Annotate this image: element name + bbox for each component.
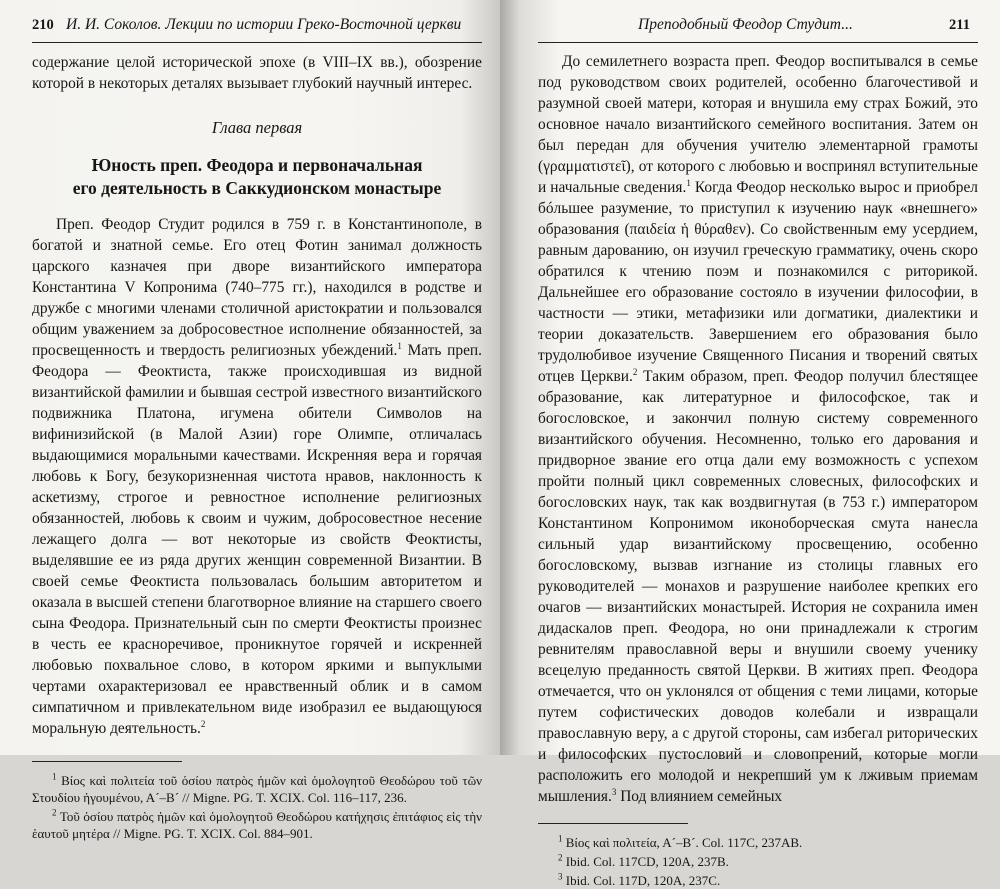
chapter-title-line-2: его деятельность в Саккудионском монастыре bbox=[72, 178, 442, 198]
footnote-mark: 2 bbox=[52, 807, 57, 818]
right-page-number: 211 bbox=[949, 17, 970, 33]
paragraph bbox=[32, 214, 482, 739]
footnote-ref[interactable]: 2 bbox=[200, 718, 206, 729]
footnote bbox=[538, 853, 978, 870]
footnote-mark: 1 bbox=[558, 833, 563, 844]
left-page bbox=[0, 0, 500, 841]
paragraph-text: Под влиянием семейных bbox=[616, 788, 783, 805]
chapter-title bbox=[32, 154, 482, 200]
chapter-title-line-1: Юность преп. Феодора и первоначальная bbox=[91, 155, 423, 175]
left-footnote-area bbox=[32, 761, 482, 842]
left-page-number: 210 bbox=[32, 17, 54, 33]
footnote-rule bbox=[32, 761, 182, 762]
footnote bbox=[538, 872, 978, 889]
footnote-ref[interactable]: 2 bbox=[632, 366, 638, 377]
footnote-ref[interactable]: 1 bbox=[397, 340, 402, 351]
left-top-paragraph bbox=[32, 52, 482, 94]
right-running-head-title: Преподобный Феодор Студит... bbox=[638, 16, 853, 33]
left-footnotes bbox=[32, 772, 482, 842]
right-running-head bbox=[538, 14, 978, 43]
footnote-text: Ibid. Col. 117CD, 120A, 237B. bbox=[565, 854, 729, 869]
footnote-ref[interactable]: 1 bbox=[686, 177, 691, 188]
footnote-rule bbox=[538, 823, 688, 824]
right-page bbox=[500, 0, 1000, 888]
paragraph-text: Когда Феодор несколько вырос и приобрел бóльшее разумение, то приступил к изучению наук «внешнего» образования (παιδεία ἡ θύραθεν). Со свойственным ему усердием, равным дарованию, он изучил греческую грамматику, очень скоро обратился к чтению поэм и познакомился с риторикой. Дальнейшее его образование состояло в изучении философии, в частности — этики, метафизики или догматики, диалектики и теории доказательств. Завершением его образования было трудолюбивое изучение Священного Писания и творений святых отцев Церкви. bbox=[538, 179, 978, 385]
right-footnotes bbox=[538, 834, 978, 889]
footnote bbox=[32, 808, 482, 842]
footnote bbox=[538, 834, 978, 851]
left-running-head bbox=[32, 14, 482, 43]
right-main-text bbox=[538, 51, 978, 807]
left-running-head-title: И. И. Соколов. Лекции по истории Греко-Восточной церкви bbox=[66, 16, 462, 33]
continued-paragraph: содержание целой исторической эпохе (в VIII–IX вв.), обозрение которой в некоторых деталях вызывает глубокий научный интерес. bbox=[32, 54, 482, 92]
paragraph-text: Преп. Феодор Студит родился в 759 г. в Константинополе, в богатой и знатной семье. Его отец Фотин занимал должность царского казначея при дворе византийского императора Константина V Копронима (740–775 гг.), находился в родстве и дружбе с многими членами столичной аристократии и пользовался общим уважением за добросовестное исполнение обязанностей, за просвещенность и твердость религиозных убеждений. bbox=[32, 216, 482, 359]
right-footnote-area bbox=[538, 823, 978, 889]
paragraph bbox=[538, 51, 978, 807]
footnote-text: Βίος καὶ πολιτεία τοῦ ὁσίου πατρὸς ἡμῶν καὶ ὁμολογητοῦ Θεοδώρου τοῦ τῶν Στουδίου ἡγουμένου, Α´–Β´ // Migne. PG. T. XCIX. Col. 116–117, 236. bbox=[32, 773, 482, 805]
paragraph-text: Мать преп. Феодора — Феоктиста, также происходившая из видной византийской фамилии и бывшая сестрой известного византийского подвижника Платона, игумена обители Символов на вифинизийской (в Малой Азии) горе Олимпе, отличалась выдающимися моральными качествами. Искренняя вера и горячая любовь к Богу, безукоризненная чистота нравов, наклонность к аскетизму, строгое и ревностное исполнение религиозных обязанностей, любовь к своим и чужим, добросовестное несение лежащего долга — вот некоторые из свойств Феоктисты, выделявшие ее из ряда других женщин современной Византии. В своей семье Феоктиста пользовалась большим авторитетом и оказала в высшей степени благотворное влияние на старшего своего сына Феодора. Признательный сын по смерти Феоктисты произнес в честь ее красноречивое, проникнутое горячей и искренней любовью похвальное слово, в котором яркими и выпуклыми чертами охарактеризовал ее нравственный облик и в самом симпатичном и привлекательном виде изобразил ее выдающуюся моральную деятельность. bbox=[32, 342, 482, 737]
footnote-text: Τοῦ ὁσίου πατρὸς ἡμῶν καὶ ὁμολογητοῦ Θεοδώρου κατήχησις ἐπιτάφιος εἰς τὴν ἑαυτοῦ μητέρα // Migne. PG. T. XCIX. Col. 884–901. bbox=[32, 809, 482, 841]
footnote-text: Βίος καὶ πολιτεία, Α´–Β´. Col. 117C, 237AB. bbox=[565, 835, 803, 850]
footnote bbox=[32, 772, 482, 806]
footnote-mark: 2 bbox=[558, 852, 563, 863]
left-main-paragraph bbox=[32, 214, 482, 739]
paragraph-text: Таким образом, преп. Феодор получил блестящее образование, как литературное и философское, так и богословское, и закончил полную систему современного византийского обучения. Несомненно, только его дарования и придворное звание его отца дали ему возможность с успехом пройти полный цикл современных словесных, философских и богословских наук, так как воздвигнутая (в 753 г.) императором Константином Копронимом иконоборческая смута нанесла сильный удар византийскому просвещению, особенно богословскому, вызвав изгнание из столицы главных его руководителей — монахов и разрушение наиболее крепких его очагов — византийских монастырей. История не сохранила имен дидаскалов преп. Феодора, но они принадлежали к строгим ревнителям православной веры и внушили своему ученику всецелую преданность святой Церкви. В житиях преп. Феодора отмечается, что он уклонялся от общения с теми лицами, которые путем софистических доводов колебали и извращали православную веру, а с другой стороны, сам избегал риторических и философских пустословий и словопрений, которые могли расположить его молодой и некрепший ум к лживым приемам мышления. bbox=[538, 368, 979, 805]
footnote-ref[interactable]: 3 bbox=[611, 786, 617, 797]
footnote-mark: 1 bbox=[52, 771, 57, 782]
footnote-mark: 3 bbox=[558, 871, 563, 882]
footnote-text: Ibid. Col. 117D, 120A, 237C. bbox=[565, 873, 721, 888]
chapter-label: Глава первая bbox=[211, 118, 303, 137]
paragraph-text: До семилетнего возраста преп. Феодор воспитывался в семье под руководством своих родителей, особенно благочестивой и разумной своей матери, которая и внушила ему страх Божий, это основное начало византийского семейного воспитания. Затем он был передан для обучения учителю элементарной грамоты (γραμματιστεῖ), от которого с любовью и воспринял вступительные и начальные сведения. bbox=[538, 53, 978, 196]
